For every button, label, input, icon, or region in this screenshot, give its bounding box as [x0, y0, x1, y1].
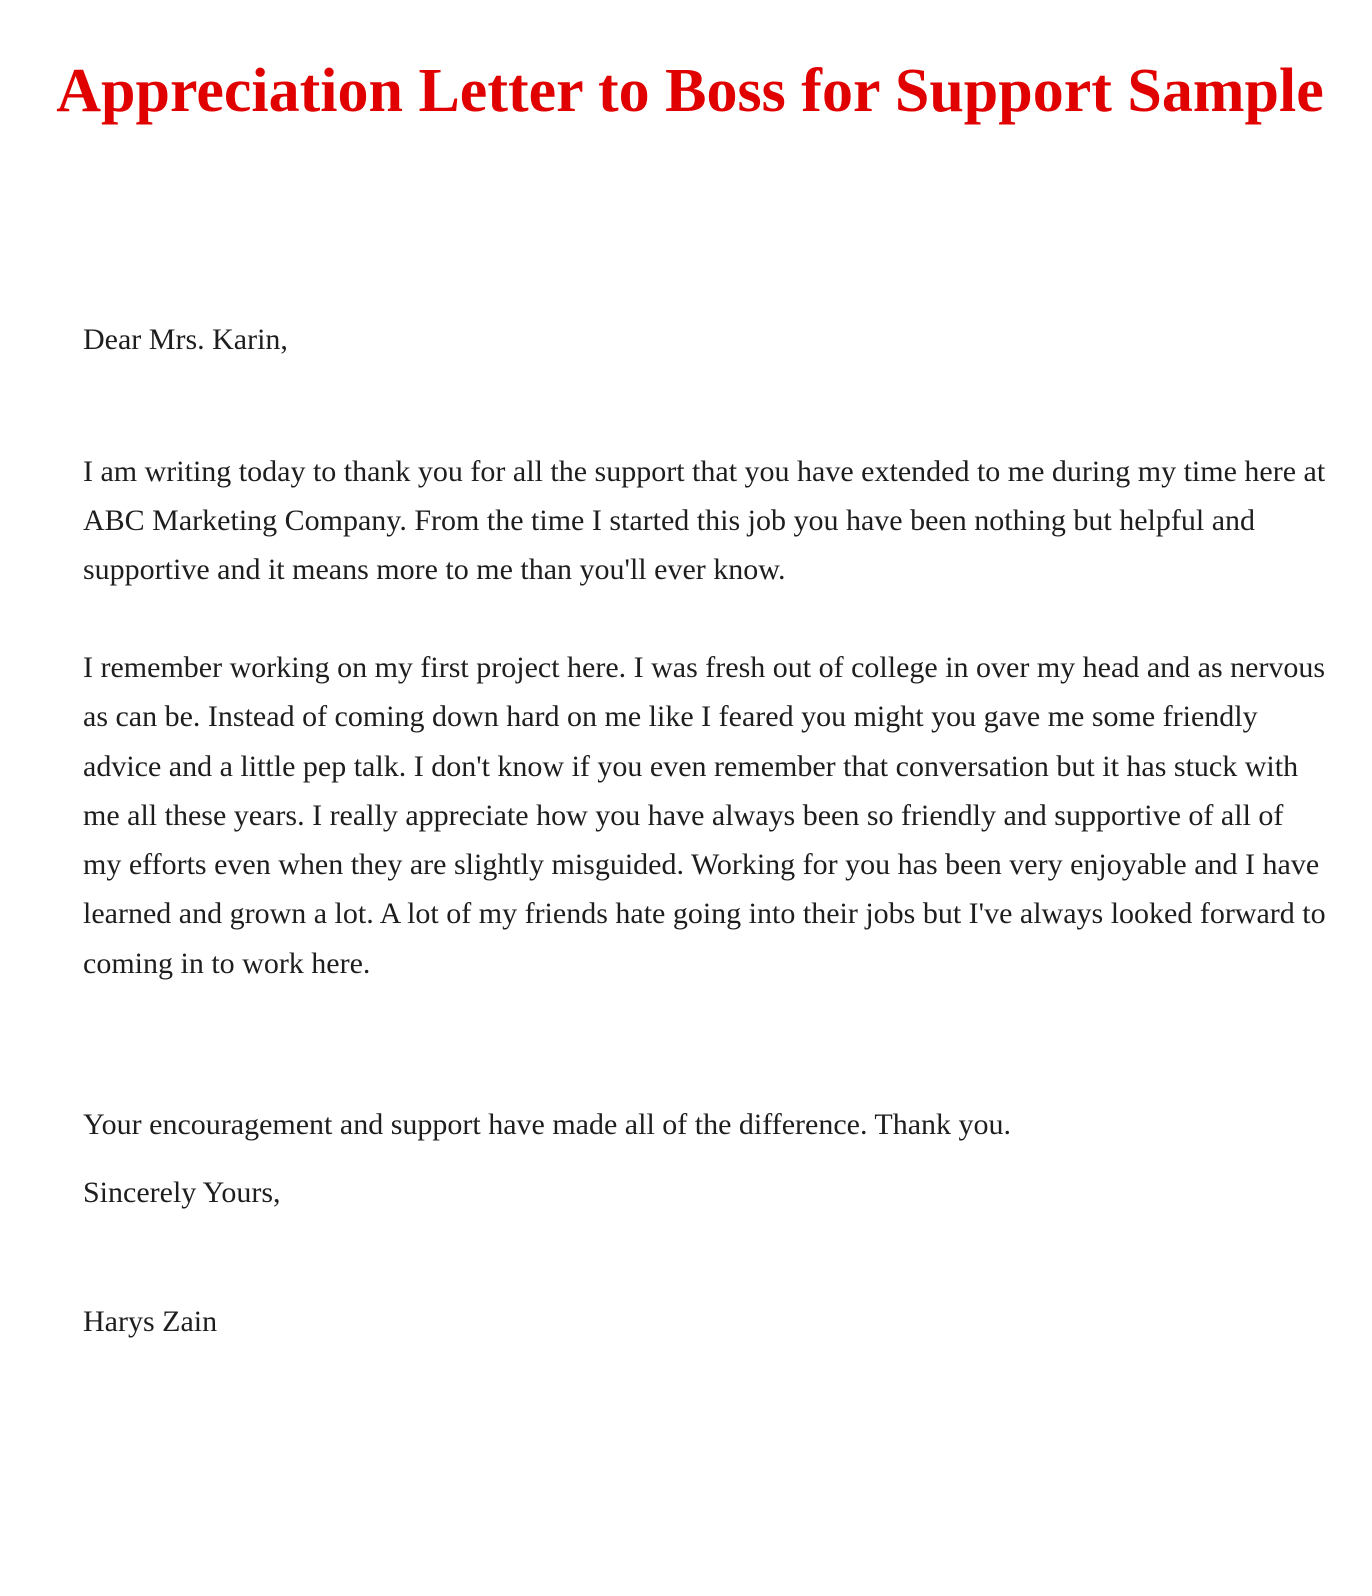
salutation: Dear Mrs. Karin,	[83, 323, 288, 356]
signature-name: Harys Zain	[83, 1305, 218, 1338]
paragraph-thanks: I am writing today to thank you for all the support that you have extended to me during my time here at ABC Marketing Company. From the time I started this job you have been nothing but helpful and supportive and it means more to me than you'll ever know.	[83, 455, 1326, 586]
letter-title: Appreciation Letter to Boss for Support Sample	[56, 57, 1324, 125]
paragraph-memory: I remember working on my first project here. I was fresh out of college in over my head and as nervous as can be. Instead of coming down hard on me like I feared you might you gave me some friendly advice and a little pep talk. I don't know if you even remember that conversation but it has stuck with me all these years. I really appreciate how you have always been so friendly and supportive of all of my efforts even when they are slightly misguided. Working for you has been very enjoyable and I have learned and grown a lot. A lot of my friends hate going into their jobs but I've always looked forward to coming in to work here.	[83, 651, 1326, 980]
paragraph-closing-thanks: Your encouragement and support have made all of the difference. Thank you.	[83, 1108, 1012, 1141]
closing-line: Sincerely Yours,	[83, 1176, 281, 1209]
